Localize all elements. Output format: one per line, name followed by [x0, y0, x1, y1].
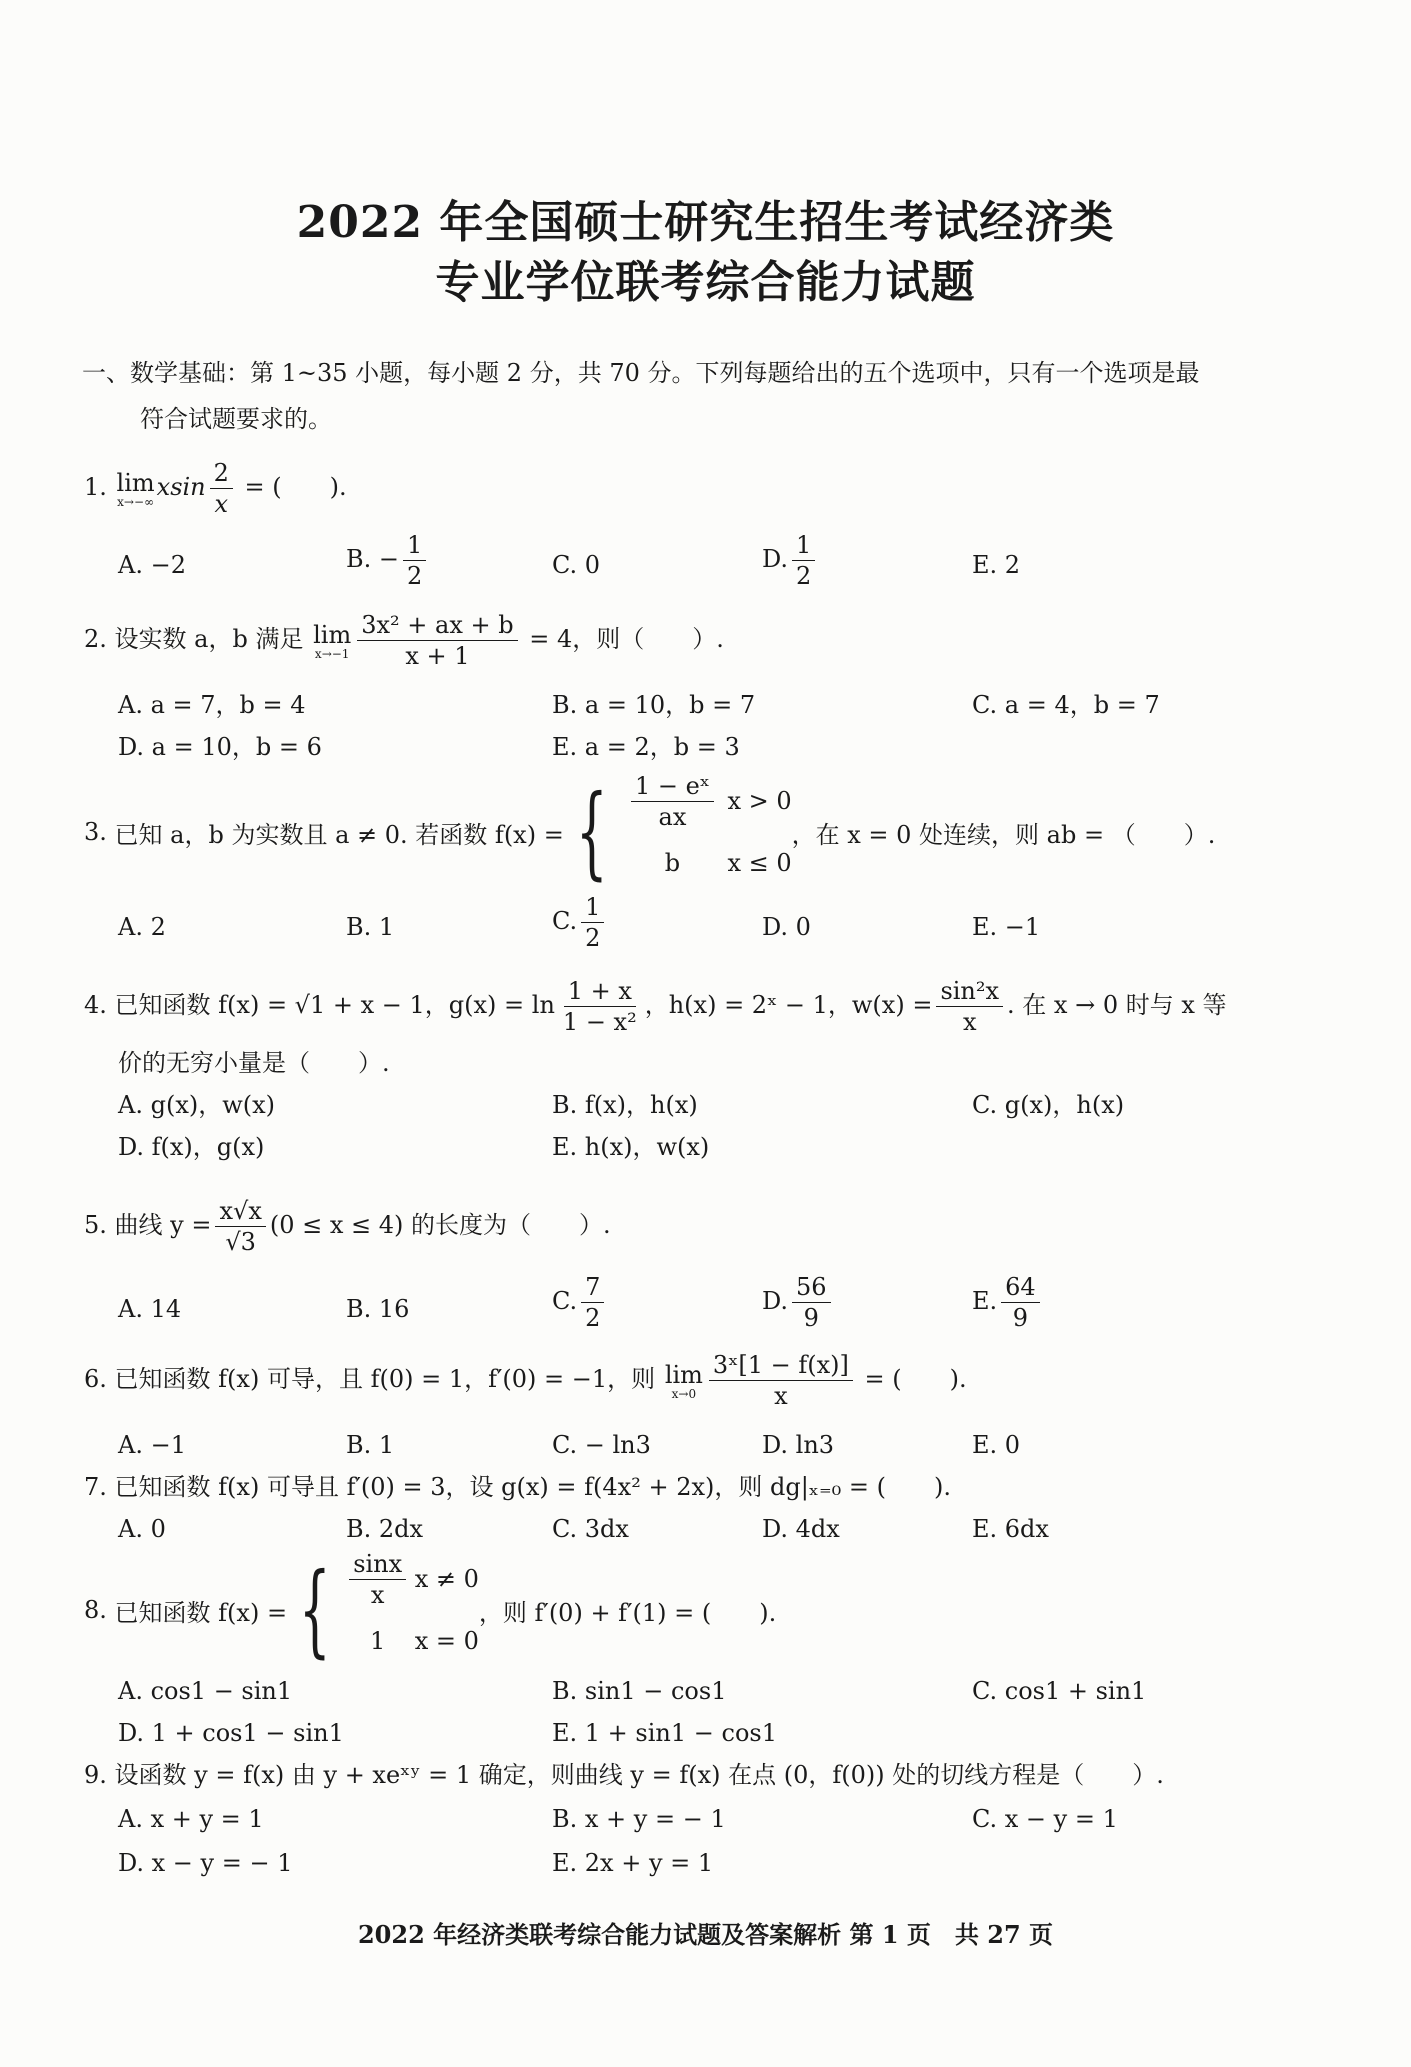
- fraction: [403, 530, 426, 591]
- frac-den: x: [962, 1008, 977, 1036]
- q3-option-e: E. −1: [972, 913, 1041, 941]
- q7-option-e: E. 6dx: [972, 1515, 1049, 1543]
- fraction: [581, 892, 604, 953]
- question-number: 4.: [84, 991, 107, 1019]
- q9-text: 设函数 y = f(x) 由 y + xeˣʸ = 1 确定，则曲线 y = f(x) 在点 (0，f(0)) 处的切线方程是（ ）.: [114, 1761, 1164, 1789]
- q6-text: 已知函数 f(x) 可导，且 f(0) = 1，f′(0) = −1，则: [114, 1365, 656, 1393]
- fraction: [210, 458, 233, 519]
- q4-option-d: D. f(x)，g(x): [118, 1133, 265, 1161]
- q7-option-a: A. 0: [118, 1515, 166, 1543]
- frac-num: x√x: [215, 1196, 265, 1227]
- q3-option-c: [552, 892, 608, 953]
- fraction: [709, 1350, 853, 1411]
- q7-option-c: C. 3dx: [552, 1515, 629, 1543]
- section-heading-cont: 符合试题要求的。: [140, 405, 332, 433]
- option-label: E.: [972, 1287, 998, 1315]
- q6-option-a: A. −1: [118, 1431, 186, 1459]
- q5-text: 曲线 y =: [114, 1211, 212, 1239]
- q1-option-d: [762, 530, 819, 591]
- fraction: [792, 1272, 831, 1333]
- q7-option-d: D. 4dx: [762, 1515, 840, 1543]
- section-heading: 一、数学基础：第 1~35 小题，每小题 2 分，共 70 分。下列每题给出的五个选项中，只有一个选项是最: [82, 359, 1200, 387]
- q2-tail: = 4，则（ ）.: [521, 625, 724, 653]
- exam-title-line2: 专业学位联考综合能力试题: [435, 257, 976, 308]
- q2-option-b: B. a = 10，b = 7: [552, 691, 756, 719]
- frac-num: 2: [210, 458, 233, 489]
- fraction: [1001, 1272, 1040, 1333]
- piecewise-cases: [341, 1548, 479, 1672]
- lim-sub: x→−∞: [117, 494, 155, 509]
- case-condition: x > 0: [727, 787, 792, 815]
- case-condition: x ≠ 0: [414, 1565, 479, 1593]
- frac-den: 1 − x²: [562, 1008, 637, 1036]
- case-value: 1: [370, 1627, 386, 1655]
- q5-tail: (0 ≤ x ≤ 4) 的长度为（ ）.: [269, 1211, 611, 1239]
- frac-num: 1: [792, 530, 815, 561]
- q8-option-a: A. cos1 − sin1: [118, 1677, 293, 1705]
- fraction: [936, 976, 1003, 1037]
- q3-option-d: D. 0: [762, 913, 811, 941]
- frac-den: 9: [1012, 1304, 1029, 1332]
- q6-tail: = ( ).: [856, 1365, 967, 1393]
- question-number: 3.: [84, 818, 107, 846]
- fraction: [357, 610, 517, 671]
- fraction: [559, 976, 641, 1037]
- q3-option-a: A. 2: [118, 913, 166, 941]
- option-label: B. −: [346, 545, 400, 573]
- lim-sub: x→0: [671, 1386, 697, 1401]
- q9-option-a: A. x + y = 1: [118, 1805, 264, 1833]
- frac-num: 7: [581, 1272, 604, 1303]
- q9-option-b: B. x + y = − 1: [552, 1805, 726, 1833]
- q1-expr: xsin: [156, 473, 206, 501]
- question-number: 7.: [84, 1473, 107, 1501]
- question-5: [84, 1196, 611, 1257]
- fraction: [631, 771, 714, 832]
- case-row-2: [341, 1610, 479, 1672]
- question-number: 1.: [84, 473, 107, 501]
- fraction: [581, 1272, 604, 1333]
- limit: [665, 1362, 703, 1400]
- frac-num: sinx: [349, 1549, 406, 1580]
- q1-option-e: E. 2: [972, 551, 1021, 579]
- frac-den: 2: [407, 562, 423, 590]
- question-3: [84, 770, 1215, 894]
- limit: [313, 622, 351, 660]
- lim-text: lim: [116, 468, 155, 497]
- frac-den: x + 1: [405, 642, 470, 670]
- case-row-1: [341, 1548, 479, 1610]
- case-value: b: [664, 849, 681, 877]
- q8-option-b: B. sin1 − cos1: [552, 1677, 727, 1705]
- left-brace: {: [575, 773, 608, 890]
- q3-line: [84, 770, 1215, 894]
- case-row-1: [617, 770, 791, 832]
- page-footer: 2022 年经济类联考综合能力试题及答案解析 第 1 页 共 27 页: [357, 1920, 1054, 1949]
- question-number: 8.: [84, 1596, 107, 1624]
- fraction: [215, 1196, 265, 1257]
- q6-option-d: D. ln3: [762, 1431, 835, 1459]
- option-label: D.: [762, 545, 789, 573]
- q6-option-e: E. 0: [972, 1431, 1021, 1459]
- q4-text-3: . 在 x → 0 时与 x 等: [1007, 991, 1227, 1019]
- fraction: [792, 530, 815, 591]
- frac-num: 56: [792, 1272, 831, 1303]
- question-number: 5.: [84, 1211, 107, 1239]
- q6-option-b: B. 1: [346, 1431, 395, 1459]
- q2-option-e: E. a = 2，b = 3: [552, 733, 740, 761]
- q7-option-b: B. 2dx: [346, 1515, 424, 1543]
- q5-option-d: [762, 1272, 835, 1333]
- frac-den: ax: [658, 802, 687, 831]
- q1-option-c: C. 0: [552, 551, 601, 579]
- q4-text-1: 已知函数 f(x) = √1 + x − 1，g(x) = ln: [114, 991, 555, 1019]
- question-number: 2.: [84, 625, 107, 653]
- lim-text: lim: [313, 620, 352, 649]
- question-number: 6.: [84, 1365, 107, 1393]
- q3-tail: ，在 x = 0 处连续，则 ab = （ ）.: [791, 820, 1216, 849]
- section-instructions: [82, 350, 1262, 442]
- q4-text-2: ，h(x) = 2ˣ − 1，w(x) =: [644, 991, 933, 1019]
- question-2: [84, 610, 724, 671]
- q8-option-e: E. 1 + sin1 − cos1: [552, 1719, 777, 1747]
- frac-num: 64: [1001, 1272, 1040, 1303]
- question-6: [84, 1350, 967, 1411]
- q5-option-a: A. 14: [118, 1295, 182, 1323]
- q6-option-c: C. − ln3: [552, 1431, 651, 1459]
- frac-den: 9: [803, 1304, 819, 1332]
- piecewise-cases: [617, 770, 791, 894]
- q4-option-e: E. h(x)，w(x): [552, 1133, 710, 1161]
- option-label: D.: [762, 1287, 789, 1315]
- fraction: [349, 1549, 406, 1610]
- case-condition: x ≤ 0: [727, 849, 792, 877]
- question-4: [84, 976, 1227, 1037]
- lim-text: lim: [664, 1360, 703, 1389]
- q4-option-c: C. g(x)，h(x): [972, 1091, 1125, 1119]
- option-label: C.: [552, 1287, 578, 1315]
- q5-option-c: [552, 1272, 608, 1333]
- case-condition: x = 0: [414, 1627, 479, 1655]
- limit: [117, 470, 155, 508]
- q4-option-b: B. f(x)，h(x): [552, 1091, 698, 1119]
- q3-text: 已知 a，b 为实数且 a ≠ 0. 若函数 f(x) =: [114, 820, 564, 849]
- question-8: [84, 1548, 776, 1672]
- q3-option-b: B. 1: [346, 913, 395, 941]
- q2-option-c: C. a = 4，b = 7: [972, 691, 1160, 719]
- frac-num: 3x² + ax + b: [357, 610, 517, 641]
- q8-tail: ，则 f′(0) + f′(1) = ( ).: [478, 1598, 777, 1627]
- q1-tail: = ( ).: [236, 473, 347, 501]
- option-label: C.: [552, 907, 578, 935]
- frac-den: x: [214, 490, 229, 518]
- frac-num: sin²x: [936, 976, 1003, 1007]
- frac-num: 1 + x: [564, 976, 636, 1007]
- frac-den: 2: [796, 562, 812, 590]
- question-7: [84, 1470, 951, 1504]
- q9-option-c: C. x − y = 1: [972, 1805, 1118, 1833]
- q1-option-b: [346, 530, 430, 591]
- q8-option-c: C. cos1 + sin1: [972, 1677, 1147, 1705]
- q2-option-a: A. a = 7，b = 4: [118, 691, 306, 719]
- frac-num: 3ˣ[1 − f(x)]: [709, 1350, 853, 1381]
- lim-sub: x→−1: [314, 646, 350, 661]
- q7-text: 已知函数 f(x) 可导且 f′(0) = 3，设 g(x) = f(4x² + 2x)，则 dg|ₓ₌₀ = ( ).: [114, 1473, 951, 1501]
- q2-option-d: D. a = 10，b = 6: [118, 733, 322, 761]
- q9-option-d: D. x − y = − 1: [118, 1849, 293, 1877]
- q8-text: 已知函数 f(x) =: [114, 1598, 288, 1627]
- q5-option-b: B. 16: [346, 1295, 410, 1323]
- frac-den: 2: [585, 924, 601, 952]
- frac-num: 1 − eˣ: [631, 771, 714, 802]
- frac-den: 2: [585, 1304, 601, 1332]
- q9-option-e: E. 2x + y = 1: [552, 1849, 714, 1877]
- question-1: [84, 458, 347, 519]
- exam-title-line1: 2022 年全国硕士研究生招生考试经济类: [296, 197, 1115, 248]
- q4-line2: 价的无穷小量是（ ）.: [118, 1049, 390, 1077]
- q2-text: 设实数 a，b 满足: [114, 625, 304, 653]
- frac-den: x: [774, 1382, 788, 1410]
- frac-den: x: [370, 1580, 385, 1609]
- left-brace: {: [298, 1551, 331, 1668]
- q5-option-e: [972, 1272, 1044, 1333]
- case-row-2: [617, 832, 791, 894]
- question-number: 9.: [84, 1761, 107, 1789]
- q8-line: [84, 1548, 776, 1672]
- question-9: [84, 1758, 1164, 1792]
- q4-option-a: A. g(x)，w(x): [118, 1091, 276, 1119]
- q8-option-d: D. 1 + cos1 − sin1: [118, 1719, 344, 1747]
- frac-num: 1: [403, 530, 426, 561]
- q1-option-a: A. −2: [118, 551, 186, 579]
- frac-den: √3: [225, 1228, 256, 1256]
- frac-num: 1: [581, 892, 604, 923]
